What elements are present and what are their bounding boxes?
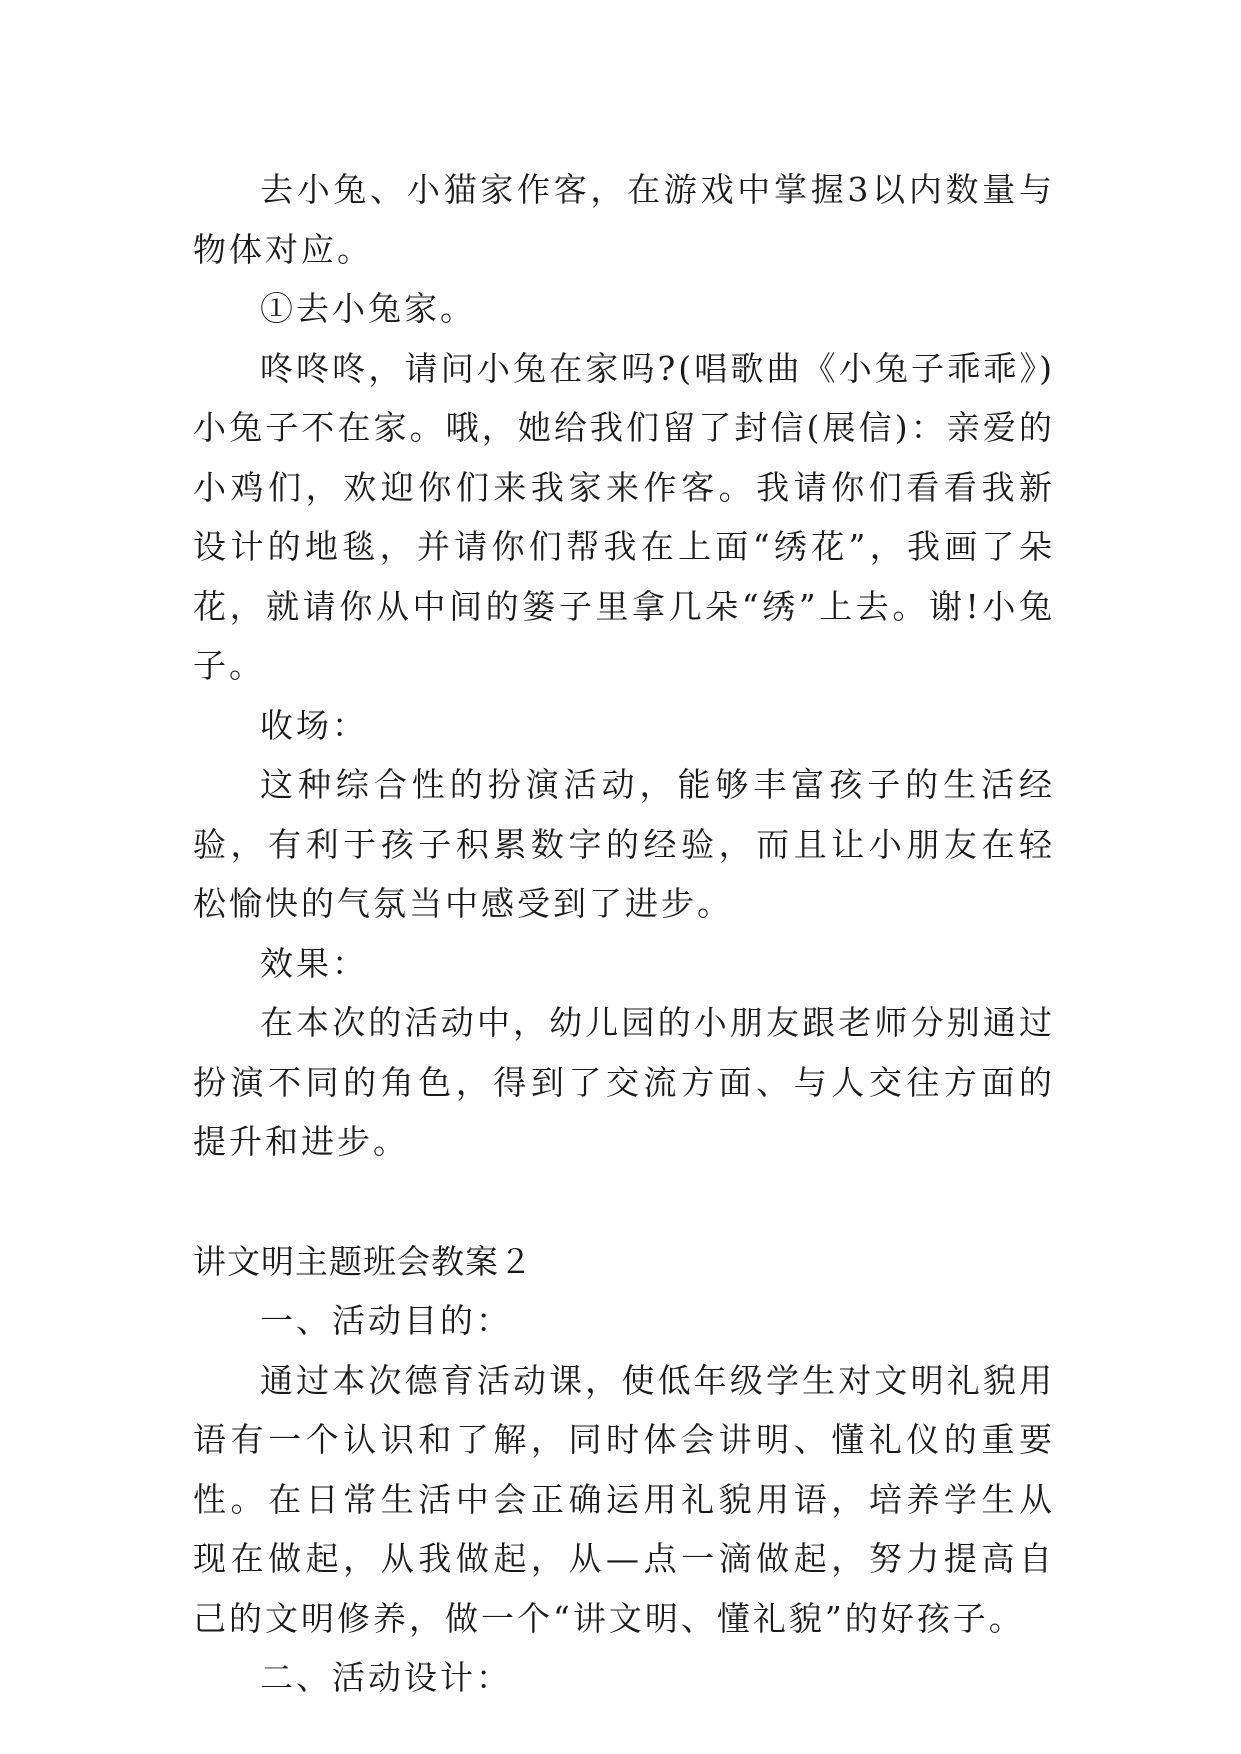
document-body <box>193 160 1055 1708</box>
section-title: 讲文明主题班会教案２ <box>193 1241 533 1281</box>
paragraph-closing-label: 收场： <box>260 705 368 745</box>
paragraph-design-label: 二、活动设计： <box>260 1658 512 1697</box>
paragraph-effect-label: 效果： <box>260 943 368 983</box>
paragraph-rabbit-letter: 咚咚咚，请问小兔在家吗?(唱歌曲《小兔子乖乖》)小兔子不在家。哦，她给我们留了封信(展信)：亲爱的小鸡们，欢迎你们来我家来作客。我请你们看看我新设计的地毯，并请你们帮我在上面“绣花”，我画了朵花，就请你从中间的篓子里拿几朵“绣”上去。谢!小兔子。 <box>193 348 1055 685</box>
paragraph-visit-intro: 去小兔、小猫家作客，在游戏中掌握3以内数量与物体对应。 <box>193 170 1055 269</box>
paragraph-effect-text: 在本次的活动中，幼儿园的小朋友跟老师分别通过扮演不同的角色，得到了交流方面、与人交往方面的提升和进步。 <box>193 1003 1055 1161</box>
paragraph-goal-text: 通过本次德育活动课，使低年级学生对文明礼貌用语有一个认识和了解，同时体会讲明、懂礼仪的重要性。在日常生活中会正确运用礼貌用语，培养学生从现在做起，从我做起，从—点一滴做起，努力提高自己的文明修养，做一个“讲文明、懂礼貌”的好孩子。 <box>193 1360 1055 1638</box>
paragraph-rabbit-home: ①去小兔家。 <box>260 289 476 328</box>
paragraph-goal-label: 一、活动目的： <box>260 1301 512 1340</box>
paragraph-closing-text: 这种综合性的扮演活动，能够丰富孩子的生活经验，有利于孩子积累数字的经验，而且让小朋友在轻松愉快的气氛当中感受到了进步。 <box>193 765 1055 923</box>
